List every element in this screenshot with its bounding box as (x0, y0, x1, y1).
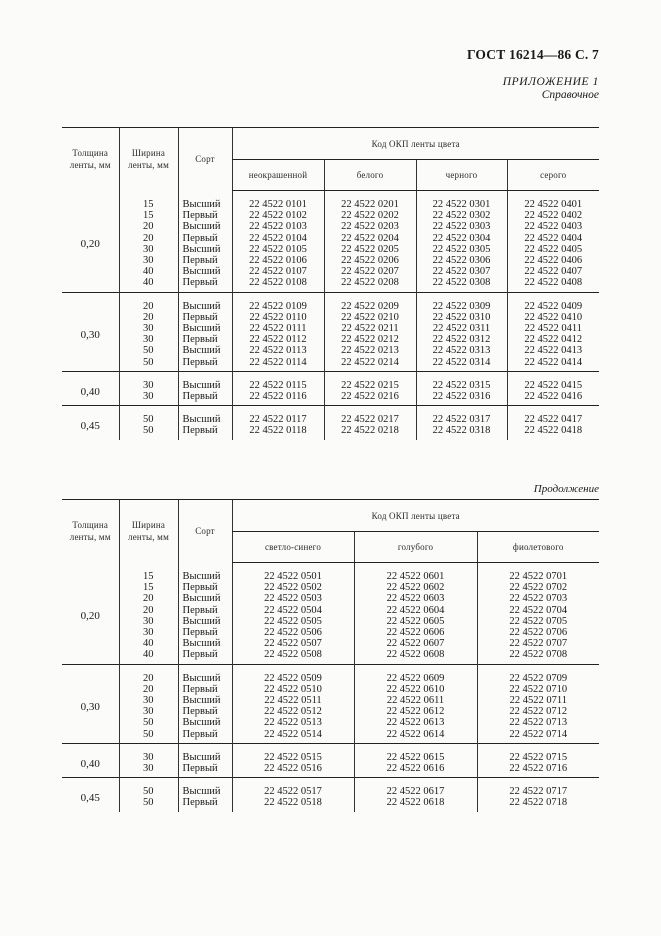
width-cell: 30 (119, 255, 178, 266)
okp-code-cell: 22 4522 0512 (232, 706, 354, 717)
table-row (62, 743, 599, 763)
col-width-header: Ширина ленты, мм (119, 500, 178, 563)
table-row (62, 357, 599, 372)
okp-code-cell: 22 4522 0414 (507, 357, 599, 372)
okp-code-cell: 22 4522 0613 (354, 717, 477, 728)
width-cell: 30 (119, 743, 178, 763)
okp-code-cell: 22 4522 0503 (232, 593, 354, 604)
width-cell: 15 (119, 191, 178, 211)
okp-code-cell: 22 4522 0705 (477, 616, 599, 627)
width-cell: 30 (119, 616, 178, 627)
grade-cell: Высший (178, 406, 232, 426)
okp-code-cell: 22 4522 0418 (507, 425, 599, 439)
table-row (62, 638, 599, 649)
table-row (62, 221, 599, 232)
okp-code-cell: 22 4522 0615 (354, 743, 477, 763)
grade-cell: Высший (178, 638, 232, 649)
okp-code-cell: 22 4522 0102 (232, 210, 324, 221)
okp-code-cell: 22 4522 0218 (324, 425, 416, 439)
grade-cell: Высший (178, 191, 232, 211)
okp-code-cell: 22 4522 0214 (324, 357, 416, 372)
okp-code-cell: 22 4522 0701 (477, 563, 599, 583)
grade-cell: Первый (178, 797, 232, 811)
okp-code-cell: 22 4522 0508 (232, 649, 354, 664)
thickness-group (62, 406, 599, 440)
okp-code-cell: 22 4522 0403 (507, 221, 599, 232)
grade-cell: Высший (178, 221, 232, 232)
grade-cell: Первый (178, 425, 232, 439)
okp-code-cell: 22 4522 0717 (477, 778, 599, 798)
table-row (62, 778, 599, 798)
table-row (62, 233, 599, 244)
okp-code-cell: 22 4522 0407 (507, 266, 599, 277)
thickness-cell: 0,40 (62, 371, 119, 405)
okp-code-cell: 22 4522 0706 (477, 627, 599, 638)
table-row (62, 649, 599, 664)
color-header: белого (324, 160, 416, 191)
okp-code-cell: 22 4522 0708 (477, 649, 599, 664)
okp-code-cell: 22 4522 0416 (507, 391, 599, 406)
width-cell: 15 (119, 563, 178, 583)
okp-code-cell: 22 4522 0303 (416, 221, 507, 232)
table-row (62, 425, 599, 439)
width-cell: 50 (119, 406, 178, 426)
okp-code-cell: 22 4522 0716 (477, 763, 599, 778)
grade-cell: Первый (178, 357, 232, 372)
okp-code-cell: 22 4522 0611 (354, 695, 477, 706)
table-row (62, 312, 599, 323)
width-cell: 30 (119, 371, 178, 391)
width-cell: 20 (119, 233, 178, 244)
table-row (62, 627, 599, 638)
thickness-group (62, 664, 599, 743)
width-cell: 40 (119, 649, 178, 664)
grade-cell: Первый (178, 627, 232, 638)
okp-code-cell: 22 4522 0703 (477, 593, 599, 604)
okp-code-cell: 22 4522 0310 (416, 312, 507, 323)
thickness-cell: 0,20 (80, 610, 100, 623)
okp-code-cell: 22 4522 0213 (324, 345, 416, 356)
width-cell: 20 (119, 593, 178, 604)
okp-code-cell: 22 4522 0216 (324, 391, 416, 406)
okp-code-cell: 22 4522 0114 (232, 357, 324, 372)
okp-code-cell: 22 4522 0608 (354, 649, 477, 664)
table-row (62, 292, 599, 312)
okp-code-cell: 22 4522 0610 (354, 684, 477, 695)
col-grade-header: Сорт (178, 128, 232, 191)
table-row (62, 729, 599, 744)
okp-code-cell: 22 4522 0510 (232, 684, 354, 695)
okp-code-cell: 22 4522 0118 (232, 425, 324, 439)
table-row (62, 684, 599, 695)
okp-code-cell: 22 4522 0111 (232, 323, 324, 334)
okp-code-cell: 22 4522 0103 (232, 221, 324, 232)
grade-cell: Первый (178, 605, 232, 616)
okp-code-cell: 22 4522 0702 (477, 582, 599, 593)
thickness-cell: 0,45 (62, 406, 119, 440)
grade-cell: Первый (178, 729, 232, 744)
okp-code-cell: 22 4522 0203 (324, 221, 416, 232)
thickness-group (62, 292, 599, 371)
grade-cell: Высший (178, 563, 232, 583)
okp-code-cell: 22 4522 0104 (232, 233, 324, 244)
okp-code-cell: 22 4522 0201 (324, 191, 416, 211)
width-cell: 30 (119, 627, 178, 638)
okp-code-cell: 22 4522 0612 (354, 706, 477, 717)
okp-code-cell: 22 4522 0402 (507, 210, 599, 221)
okp-code-cell: 22 4522 0113 (232, 345, 324, 356)
okp-code-cell: 22 4522 0602 (354, 582, 477, 593)
okp-code-cell: 22 4522 0117 (232, 406, 324, 426)
table-row (62, 345, 599, 356)
grade-cell: Первый (178, 255, 232, 266)
width-cell: 40 (119, 266, 178, 277)
width-cell: 30 (119, 323, 178, 334)
okp-code-cell: 22 4522 0116 (232, 391, 324, 406)
grade-cell: Высший (178, 616, 232, 627)
table-row (62, 210, 599, 221)
table-row (62, 797, 599, 811)
width-cell: 30 (119, 695, 178, 706)
okp-code-cell: 22 4522 0304 (416, 233, 507, 244)
table-row (62, 334, 599, 345)
okp-code-cell: 22 4522 0301 (416, 191, 507, 211)
col-width-header: Ширина ленты, мм (119, 128, 178, 191)
okp-code-cell: 22 4522 0714 (477, 729, 599, 744)
table-row (62, 582, 599, 593)
okp-code-cell: 22 4522 0609 (354, 664, 477, 684)
grade-cell: Первый (178, 312, 232, 323)
okp-code-cell: 22 4522 0704 (477, 605, 599, 616)
grade-cell: Первый (178, 277, 232, 292)
okp-code-cell: 22 4522 0202 (324, 210, 416, 221)
width-cell: 50 (119, 729, 178, 744)
grade-cell: Первый (178, 233, 232, 244)
okp-code-cell: 22 4522 0715 (477, 743, 599, 763)
okp-code-cell: 22 4522 0415 (507, 371, 599, 391)
width-cell: 40 (119, 277, 178, 292)
color-header: серого (507, 160, 599, 191)
code-header: Код ОКП ленты цвета (232, 500, 599, 532)
okp-code-cell: 22 4522 0306 (416, 255, 507, 266)
appendix-subtitle: Справочное (541, 89, 599, 101)
okp-code-cell: 22 4522 0215 (324, 371, 416, 391)
grade-cell: Высший (178, 266, 232, 277)
color-header: фиолетового (477, 532, 599, 563)
width-cell: 30 (119, 334, 178, 345)
thickness-cell: 0,20 (80, 238, 100, 251)
width-cell: 15 (119, 582, 178, 593)
grade-cell: Первый (178, 582, 232, 593)
width-cell: 15 (119, 210, 178, 221)
table-row (62, 371, 599, 391)
okp-codes-table-2 (62, 499, 599, 812)
okp-code-cell: 22 4522 0311 (416, 323, 507, 334)
grade-cell: Первый (178, 706, 232, 717)
okp-code-cell: 22 4522 0318 (416, 425, 507, 439)
thickness-group (62, 191, 599, 293)
appendix-title: ПРИЛОЖЕНИЕ 1 (502, 76, 599, 88)
color-header: неокрашенной (232, 160, 324, 191)
okp-code-cell: 22 4522 0313 (416, 345, 507, 356)
grade-cell: Первый (178, 649, 232, 664)
okp-code-cell: 22 4522 0308 (416, 277, 507, 292)
width-cell: 20 (119, 605, 178, 616)
okp-code-cell: 22 4522 0312 (416, 334, 507, 345)
okp-code-cell: 22 4522 0317 (416, 406, 507, 426)
grade-cell: Первый (178, 334, 232, 345)
okp-code-cell: 22 4522 0110 (232, 312, 324, 323)
okp-code-cell: 22 4522 0209 (324, 292, 416, 312)
okp-code-cell: 22 4522 0217 (324, 406, 416, 426)
okp-code-cell: 22 4522 0305 (416, 244, 507, 255)
okp-code-cell: 22 4522 0406 (507, 255, 599, 266)
okp-code-cell: 22 4522 0107 (232, 266, 324, 277)
thickness-cell: 0,45 (62, 778, 119, 812)
width-cell: 50 (119, 425, 178, 439)
okp-code-cell: 22 4522 0514 (232, 729, 354, 744)
color-header: голубого (354, 532, 477, 563)
grade-cell: Первый (178, 684, 232, 695)
table-row (62, 191, 599, 211)
grade-cell: Высший (178, 345, 232, 356)
okp-code-cell: 22 4522 0605 (354, 616, 477, 627)
okp-code-cell: 22 4522 0707 (477, 638, 599, 649)
okp-code-cell: 22 4522 0501 (232, 563, 354, 583)
okp-code-cell: 22 4522 0207 (324, 266, 416, 277)
col-thickness-header: Толщина ленты, мм (62, 128, 119, 191)
table-row (62, 695, 599, 706)
okp-code-cell: 22 4522 0718 (477, 797, 599, 811)
width-cell: 30 (119, 706, 178, 717)
okp-code-cell: 22 4522 0506 (232, 627, 354, 638)
okp-code-cell: 22 4522 0307 (416, 266, 507, 277)
width-cell: 50 (119, 797, 178, 811)
okp-code-cell: 22 4522 0108 (232, 277, 324, 292)
okp-code-cell: 22 4522 0412 (507, 334, 599, 345)
grade-cell: Высший (178, 743, 232, 763)
table-row (62, 593, 599, 604)
okp-code-cell: 22 4522 0401 (507, 191, 599, 211)
okp-code-cell: 22 4522 0518 (232, 797, 354, 811)
okp-code-cell: 22 4522 0504 (232, 605, 354, 616)
table-row (62, 664, 599, 684)
table-row (62, 616, 599, 627)
width-cell: 40 (119, 638, 178, 649)
okp-code-cell: 22 4522 0511 (232, 695, 354, 706)
okp-code-cell: 22 4522 0212 (324, 334, 416, 345)
grade-cell: Первый (178, 763, 232, 778)
okp-code-cell: 22 4522 0210 (324, 312, 416, 323)
thickness-group (62, 563, 599, 665)
continuation-label: Продолжение (533, 483, 599, 495)
table-row (62, 323, 599, 334)
page-title: ГОСТ 16214—86 С. 7 (466, 47, 599, 62)
thickness-group (62, 743, 599, 777)
okp-code-cell: 22 4522 0710 (477, 684, 599, 695)
okp-code-cell: 22 4522 0115 (232, 371, 324, 391)
width-cell: 20 (119, 684, 178, 695)
table-row (62, 563, 599, 583)
okp-code-cell: 22 4522 0411 (507, 323, 599, 334)
okp-code-cell: 22 4522 0709 (477, 664, 599, 684)
okp-code-cell: 22 4522 0606 (354, 627, 477, 638)
thickness-cell: 0,30 (62, 664, 119, 743)
appendix-label (503, 76, 599, 102)
okp-code-cell: 22 4522 0205 (324, 244, 416, 255)
okp-code-cell: 22 4522 0408 (507, 277, 599, 292)
okp-code-cell: 22 4522 0618 (354, 797, 477, 811)
table-row (62, 605, 599, 616)
width-cell: 50 (119, 357, 178, 372)
grade-cell: Высший (178, 244, 232, 255)
okp-code-cell: 22 4522 0711 (477, 695, 599, 706)
okp-code-cell: 22 4522 0507 (232, 638, 354, 649)
table-row (62, 391, 599, 406)
okp-code-cell: 22 4522 0211 (324, 323, 416, 334)
width-cell: 20 (119, 312, 178, 323)
okp-codes-table-1 (62, 127, 599, 440)
grade-cell: Высший (178, 695, 232, 706)
code-header: Код ОКП ленты цвета (232, 128, 599, 160)
grade-cell: Высший (178, 717, 232, 728)
okp-code-cell: 22 4522 0404 (507, 233, 599, 244)
okp-code-cell: 22 4522 0603 (354, 593, 477, 604)
okp-code-cell: 22 4522 0316 (416, 391, 507, 406)
okp-code-cell: 22 4522 0713 (477, 717, 599, 728)
okp-code-cell: 22 4522 0314 (416, 357, 507, 372)
okp-code-cell: 22 4522 0208 (324, 277, 416, 292)
width-cell: 50 (119, 717, 178, 728)
table-row (62, 277, 599, 292)
okp-code-cell: 22 4522 0712 (477, 706, 599, 717)
width-cell: 30 (119, 244, 178, 255)
width-cell: 20 (119, 292, 178, 312)
grade-cell: Высший (178, 593, 232, 604)
width-cell: 50 (119, 778, 178, 798)
okp-code-cell: 22 4522 0516 (232, 763, 354, 778)
table-row (62, 266, 599, 277)
okp-code-cell: 22 4522 0112 (232, 334, 324, 345)
okp-code-cell: 22 4522 0204 (324, 233, 416, 244)
grade-cell: Высший (178, 778, 232, 798)
okp-code-cell: 22 4522 0315 (416, 371, 507, 391)
okp-code-cell: 22 4522 0106 (232, 255, 324, 266)
okp-code-cell: 22 4522 0513 (232, 717, 354, 728)
okp-code-cell: 22 4522 0206 (324, 255, 416, 266)
okp-code-cell: 22 4522 0409 (507, 292, 599, 312)
okp-code-cell: 22 4522 0502 (232, 582, 354, 593)
thickness-cell: 0,40 (62, 743, 119, 777)
grade-cell: Высший (178, 664, 232, 684)
table-row (62, 717, 599, 728)
grade-cell: Высший (178, 371, 232, 391)
okp-code-cell: 22 4522 0617 (354, 778, 477, 798)
table-row (62, 706, 599, 717)
color-header: черного (416, 160, 507, 191)
okp-code-cell: 22 4522 0616 (354, 763, 477, 778)
thickness-group (62, 778, 599, 812)
okp-code-cell: 22 4522 0604 (354, 605, 477, 616)
width-cell: 50 (119, 345, 178, 356)
width-cell: 30 (119, 391, 178, 406)
grade-cell: Первый (178, 391, 232, 406)
width-cell: 20 (119, 221, 178, 232)
col-grade-header: Сорт (178, 500, 232, 563)
okp-code-cell: 22 4522 0309 (416, 292, 507, 312)
okp-code-cell: 22 4522 0101 (232, 191, 324, 211)
width-cell: 20 (119, 664, 178, 684)
grade-cell: Высший (178, 323, 232, 334)
okp-code-cell: 22 4522 0601 (354, 563, 477, 583)
okp-code-cell: 22 4522 0109 (232, 292, 324, 312)
col-thickness-header: Толщина ленты, мм (62, 500, 119, 563)
okp-code-cell: 22 4522 0417 (507, 406, 599, 426)
okp-code-cell: 22 4522 0302 (416, 210, 507, 221)
okp-code-cell: 22 4522 0105 (232, 244, 324, 255)
grade-cell: Первый (178, 210, 232, 221)
okp-code-cell: 22 4522 0515 (232, 743, 354, 763)
okp-code-cell: 22 4522 0505 (232, 616, 354, 627)
okp-code-cell: 22 4522 0413 (507, 345, 599, 356)
okp-code-cell: 22 4522 0405 (507, 244, 599, 255)
grade-cell: Высший (178, 292, 232, 312)
width-cell: 30 (119, 763, 178, 778)
color-header: светло-синего (232, 532, 354, 563)
table-row (62, 406, 599, 426)
okp-code-cell: 22 4522 0607 (354, 638, 477, 649)
table-row (62, 763, 599, 778)
okp-code-cell: 22 4522 0517 (232, 778, 354, 798)
okp-code-cell: 22 4522 0614 (354, 729, 477, 744)
thickness-cell: 0,30 (62, 292, 119, 371)
okp-code-cell: 22 4522 0509 (232, 664, 354, 684)
okp-code-cell: 22 4522 0410 (507, 312, 599, 323)
table-row (62, 244, 599, 255)
thickness-group (62, 371, 599, 405)
table-row (62, 255, 599, 266)
